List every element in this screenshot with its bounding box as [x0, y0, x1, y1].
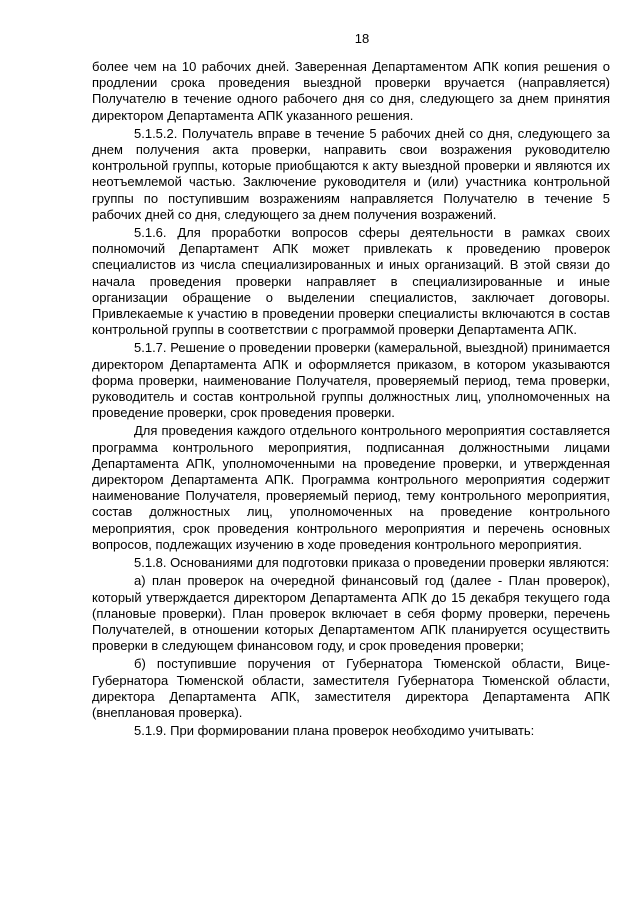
- paragraph-5-1-6: 5.1.6. Для проработки вопросов сферы деятельности в рамках своих полномочий Департамент АПК может привлекать к проведению проверок специалистов из числа специализированных и иных организаций. В этой связи до начала проведения проверки направляет в специализированные и иные организации обращение о выделении специалистов, заключает договоры. Привлекаемые к участию в проведении проверки специалисты включаются в состав контрольной группы в соответствии с программой проверки Департамента АПК.: [92, 225, 610, 338]
- paragraph-5-1-9: 5.1.9. При формировании плана проверок необходимо учитывать:: [134, 723, 535, 739]
- list-item-a: а) план проверок на очередной финансовый год (далее - План проверок), который утверждается директором Департамента АПК до 15 декабря текущего года (плановые проверки). План проверок включает в себя форму проверки, перечень Получателей, в отношении которых Департаментом АПК планируется осуществить проверки в следующем финансовом году, и срок проведения проверки;: [92, 573, 610, 654]
- paragraph-continuation: более чем на 10 рабочих дней. Заверенная Департаментом АПК копия решения о продлении срока проведения выездной проверки вручается (направляется) Получателю в течение одного рабочего дня со дня, следующего за днем принятия директором Департамента АПК указанного решения.: [92, 59, 610, 123]
- page-number: 18: [354, 31, 370, 46]
- paragraph-5-1-5-2: 5.1.5.2. Получатель вправе в течение 5 рабочих дней со дня, следующего за днем получения акта проверки, направить свои возражения руководителю контрольной группы, которые приобщаются к акту выездной проверки и являются их неотъемлемой частью. Заключение руководителя и (или) участника контрольной группы по поступившим возражениям направляется Получателю в течение 5 рабочих дней со дня, следующего за днем получения возражений.: [92, 125, 610, 222]
- paragraph-program: Для проведения каждого отдельного контрольного мероприятия составляется программа контрольного мероприятия, подписанная должностными лицами Департамента АПК, уполномоченными на проведение проверки, и утвержденная директором Департамента АПК. Программа контрольного мероприятия содержит наименование Получателя, проверяемый период, тему контрольного мероприятия, состав должностных лиц, уполномоченных на проведение контрольного мероприятия, срок проведения контрольного мероприятия и перечень основных вопросов, подлежащих изучению в ходе проведения контрольного мероприятия.: [92, 423, 610, 552]
- paragraph-5-1-8: 5.1.8. Основаниями для подготовки приказа о проведении проверки являются:: [134, 555, 610, 571]
- paragraph-5-1-7: 5.1.7. Решение о проведении проверки (камеральной, выездной) принимается директором Департамента АПК и оформляется приказом, в котором указываются форма проверки, наименование Получателя, проверяемый период, тема проверки, руководитель и состав контрольной группы должностных лиц, уполномоченных на проведение проверки, срок проведения проверки.: [92, 340, 610, 421]
- list-item-b: б) поступившие поручения от Губернатора Тюменской области, Вице-Губернатора Тюменской области, заместителя Губернатора Тюменской области, директора Департамента АПК, заместителя директора Департамента АПК (внеплановая проверка).: [92, 656, 610, 720]
